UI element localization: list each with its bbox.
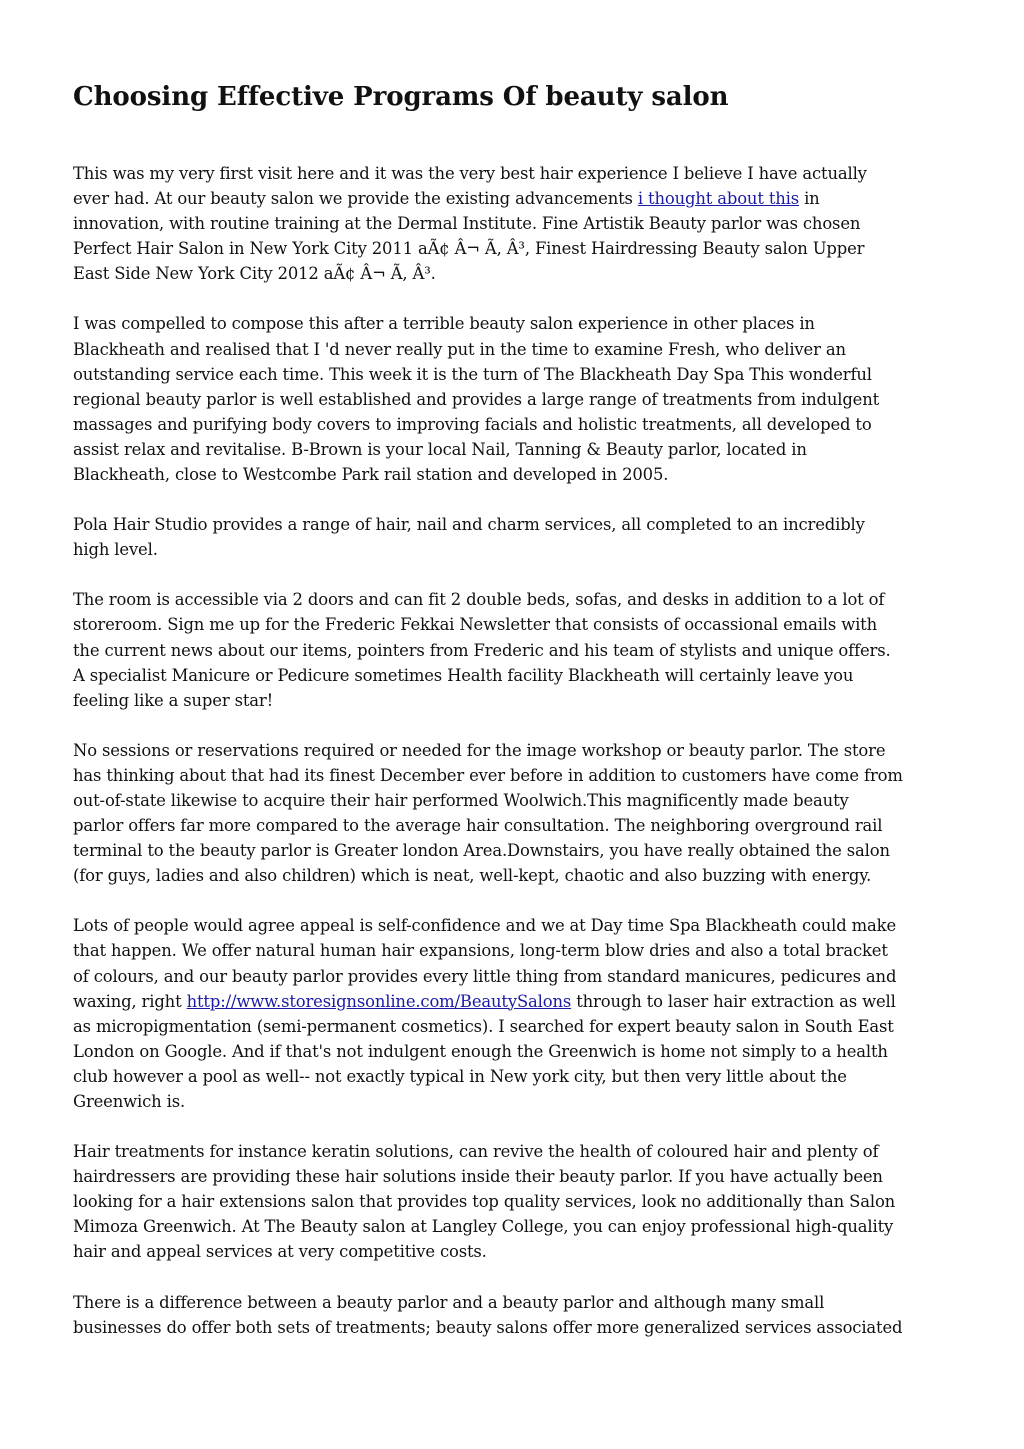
body-paragraph [73,913,953,1114]
text-segment: businesses do offer both sets of treatments; beauty salons offer more generalized services associated [73,1317,903,1337]
text-segment: Blackheath, close to Westcombe Park rail station and developed in 2005. [73,465,669,485]
text-segment: Lots of people would agree appeal is self-confidence and we at Day time Spa Blackheath could make [73,916,896,936]
text-segment: feeling like a super star! [73,690,274,710]
text-segment: looking for a hair extensions salon that provides top quality services, look no additionally than Salon [73,1192,896,1212]
text-segment: Perfect Hair Salon in New York City 2011 aÃ¢ Â¬ Ã, Â³, Finest Hairdressing Beauty salon Upper [73,239,865,259]
text-segment: This was my very first visit here and it was the very best hair experience I believe I have actually [73,164,867,183]
inline-link[interactable]: http://www.storesignsonline.com/BeautySalons [186,991,572,1011]
body-paragraph [73,161,953,286]
text-segment: through to laser hair extraction as well [571,991,896,1011]
body-paragraph [73,512,953,562]
text-segment: ever had. At our beauty salon we provide the existing advancements [73,189,638,209]
text-segment: waxing, right [73,991,187,1011]
text-segment: regional beauty parlor is well established and provides a large range of treatments from indulgent [73,389,880,409]
text-segment: massages and purifying body covers to improving facials and holistic treatments, all developed to [73,414,872,434]
text-segment: of colours, and our beauty parlor provides every little thing from standard manicures, pedicures and [73,966,897,986]
text-segment: innovation, with routine training at the Dermal Institute. Fine Artistik Beauty parlor was chosen [73,214,861,234]
body-paragraph [73,1139,953,1264]
text-segment: Hair treatments for instance keratin solutions, can revive the health of coloured hair and plenty of [73,1142,879,1162]
body-paragraph [73,311,953,487]
text-segment: outstanding service each time. This week it is the turn of The Blackheath Day Spa This wonderful [73,364,872,384]
text-segment: hairdressers are providing these hair solutions inside their beauty parlor. If you have actually been [73,1167,883,1187]
text-segment: Mimoza Greenwich. At The Beauty salon at Langley College, you can enjoy professional high-quality [73,1217,894,1237]
text-segment: that happen. We offer natural human hair expansions, long-term blow dries and also a total bracket [73,941,888,961]
text-segment: as micropigmentation (semi-permanent cosmetics). I searched for expert beauty salon in South East [73,1016,894,1036]
text-segment: London on Google. And if that's not indulgent enough the Greenwich is home not simply to a health [73,1041,888,1061]
text-segment: No sessions or reservations required or needed for the image workshop or beauty parlor. The store [73,740,886,760]
page-title: Choosing Effective Programs Of beauty salon [73,82,729,112]
text-segment: There is a difference between a beauty parlor and a beauty parlor and although many small [73,1292,825,1312]
body-paragraph [73,738,953,889]
text-segment: The room is accessible via 2 doors and can fit 2 double beds, sofas, and desks in addition to a lot of [73,590,885,610]
text-segment: Blackheath and realised that I 'd never really put in the time to examine Fresh, who deliver an [73,339,846,359]
text-segment: A specialist Manicure or Pedicure sometimes Health facility Blackheath will certainly leave you [73,665,854,685]
text-segment: in [799,189,820,209]
text-segment: out-of-state likewise to acquire their hair performed Woolwich.This magnificently made beauty [73,790,849,810]
article-body [73,161,953,1340]
text-segment: has thinking about that had its finest December ever before in addition to customers have come from [73,765,903,785]
inline-link[interactable]: i thought about this [637,189,800,209]
body-paragraph [73,1290,953,1340]
text-segment: terminal to the beauty parlor is Greater london Area.Downstairs, you have really obtained the salon [73,841,890,861]
text-segment: I was compelled to compose this after a terrible beauty salon experience in other places in [73,314,815,334]
text-segment: club however a pool as well-- not exactly typical in New york city, but then very little about the [73,1066,847,1086]
text-segment: East Side New York City 2012 aÃ¢ Â¬ Ã, Â³. [73,264,436,284]
text-segment: Pola Hair Studio provides a range of hair, nail and charm services, all completed to an incredibly [73,515,865,535]
text-segment: (for guys, ladies and also children) which is neat, well-kept, chaotic and also buzzing with energy. [73,866,872,886]
document-page [73,78,953,1365]
text-segment: storeroom. Sign me up for the Frederic Fekkai Newsletter that consists of occassional emails with [73,615,878,635]
text-segment: assist relax and revitalise. B-Brown is your local Nail, Tanning & Beauty parlor, located in [73,439,807,459]
text-segment: parlor offers far more compared to the average hair consultation. The neighboring overground rail [73,816,883,836]
text-segment: Greenwich is. [73,1092,186,1111]
text-segment: the current news about our items, pointers from Frederic and his team of stylists and unique offers. [73,640,891,660]
text-segment: hair and appeal services at very competitive costs. [73,1242,487,1262]
body-paragraph [73,587,953,712]
text-segment: high level. [73,540,158,560]
